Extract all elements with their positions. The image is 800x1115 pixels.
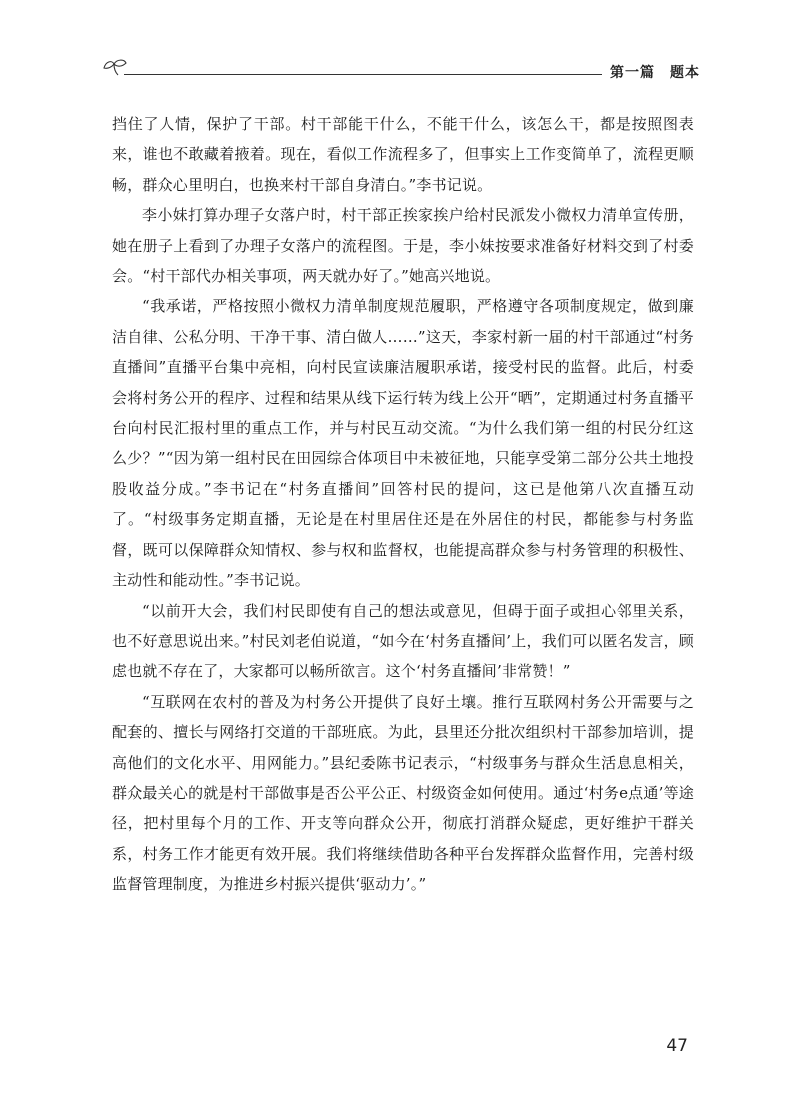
paragraph: “互联网在农村的普及为村务公开提供了良好土壤。推行互联网村务公开需要与之配套的、擅长与网络打交道的干部班底。为此，县里还分批次组织村干部参加培训，提高他们的文化水平、用网能力。”县纪委陈书记表示，“村级事务与群众生活息息相关，群众最关心的就是村干部做事是否公平公正、村级资金如何使用。通过‘村务e点通’等途径，把村里每个月的工作、开支等向群众公开，彻底打消群众疑虑，更好维护干群关系，村务工作才能更有效开展。我们将继续借助各种平台发挥群众监督作用，完善村级监督管理制度，为推进乡村振兴提供‘驱动力’。” — [112, 692, 694, 894]
article-body — [112, 109, 694, 900]
paragraph: “我承诺，严格按照小微权力清单制度规范履职，严格遵守各项制度规定，做到廉洁自律、公私分明、干净干事、清白做人……”这天，李家村新一届的村干部通过“村务直播间”直播平台集中亮相，向村民宣读廉洁履职承诺，接受村民的监督。此后，村委会将村务公开的程序、过程和结果从线下运行转为线上公开“晒”，定期通过村务直播平台向村民汇报村里的重点工作，并与村民互动交流。“为什么我们第一组的村民分红这么少？”“因为第一组村民在田园综合体项目中未被征地，只能享受第二部分公共土地投股收益分成。”李书记在“村务直播间”回答村民的提问，这已是他第八次直播互动了。“村级事务定期直播，无论是在村里居住还是在外居住的村民，都能参与村务监督，既可以保障群众知情权、参与权和监督权，也能提高群众参与村务管理的积极性、主动性和能动性。”李书记说。 — [112, 297, 694, 590]
running-header — [100, 58, 700, 88]
page-number: 47 — [666, 1036, 688, 1056]
sprout-leaf-icon — [100, 58, 130, 80]
paragraph: “以前开大会，我们村民即使有自己的想法或意见，但碍于面子或担心邻里关系，也不好意思说出来。”村民刘老伯说道，“如今在‘村务直播间’上，我们可以匿名发言，顾虑也就不存在了，大家都可以畅所欲言。这个‘村务直播间’非常赞！” — [112, 601, 694, 681]
section-title: 第一篇 题本 — [602, 62, 700, 82]
paragraph: 李小妹打算办理子女落户时，村干部正挨家挨户给村民派发小微权力清单宣传册，她在册子上看到了办理子女落户的流程图。于是，李小妹按要求准备好材料交到了村委会。“村干部代办相关事项，两天就办好了。”她高兴地说。 — [112, 206, 694, 286]
paragraph: 挡住了人情，保护了干部。村干部能干什么，不能干什么，该怎么干，都是按照图表来，谁也不敢藏着掖着。现在，看似工作流程多了，但事实上工作变简单了，流程更顺畅，群众心里明白，也换来村干部自身清白。”李书记说。 — [112, 115, 694, 194]
